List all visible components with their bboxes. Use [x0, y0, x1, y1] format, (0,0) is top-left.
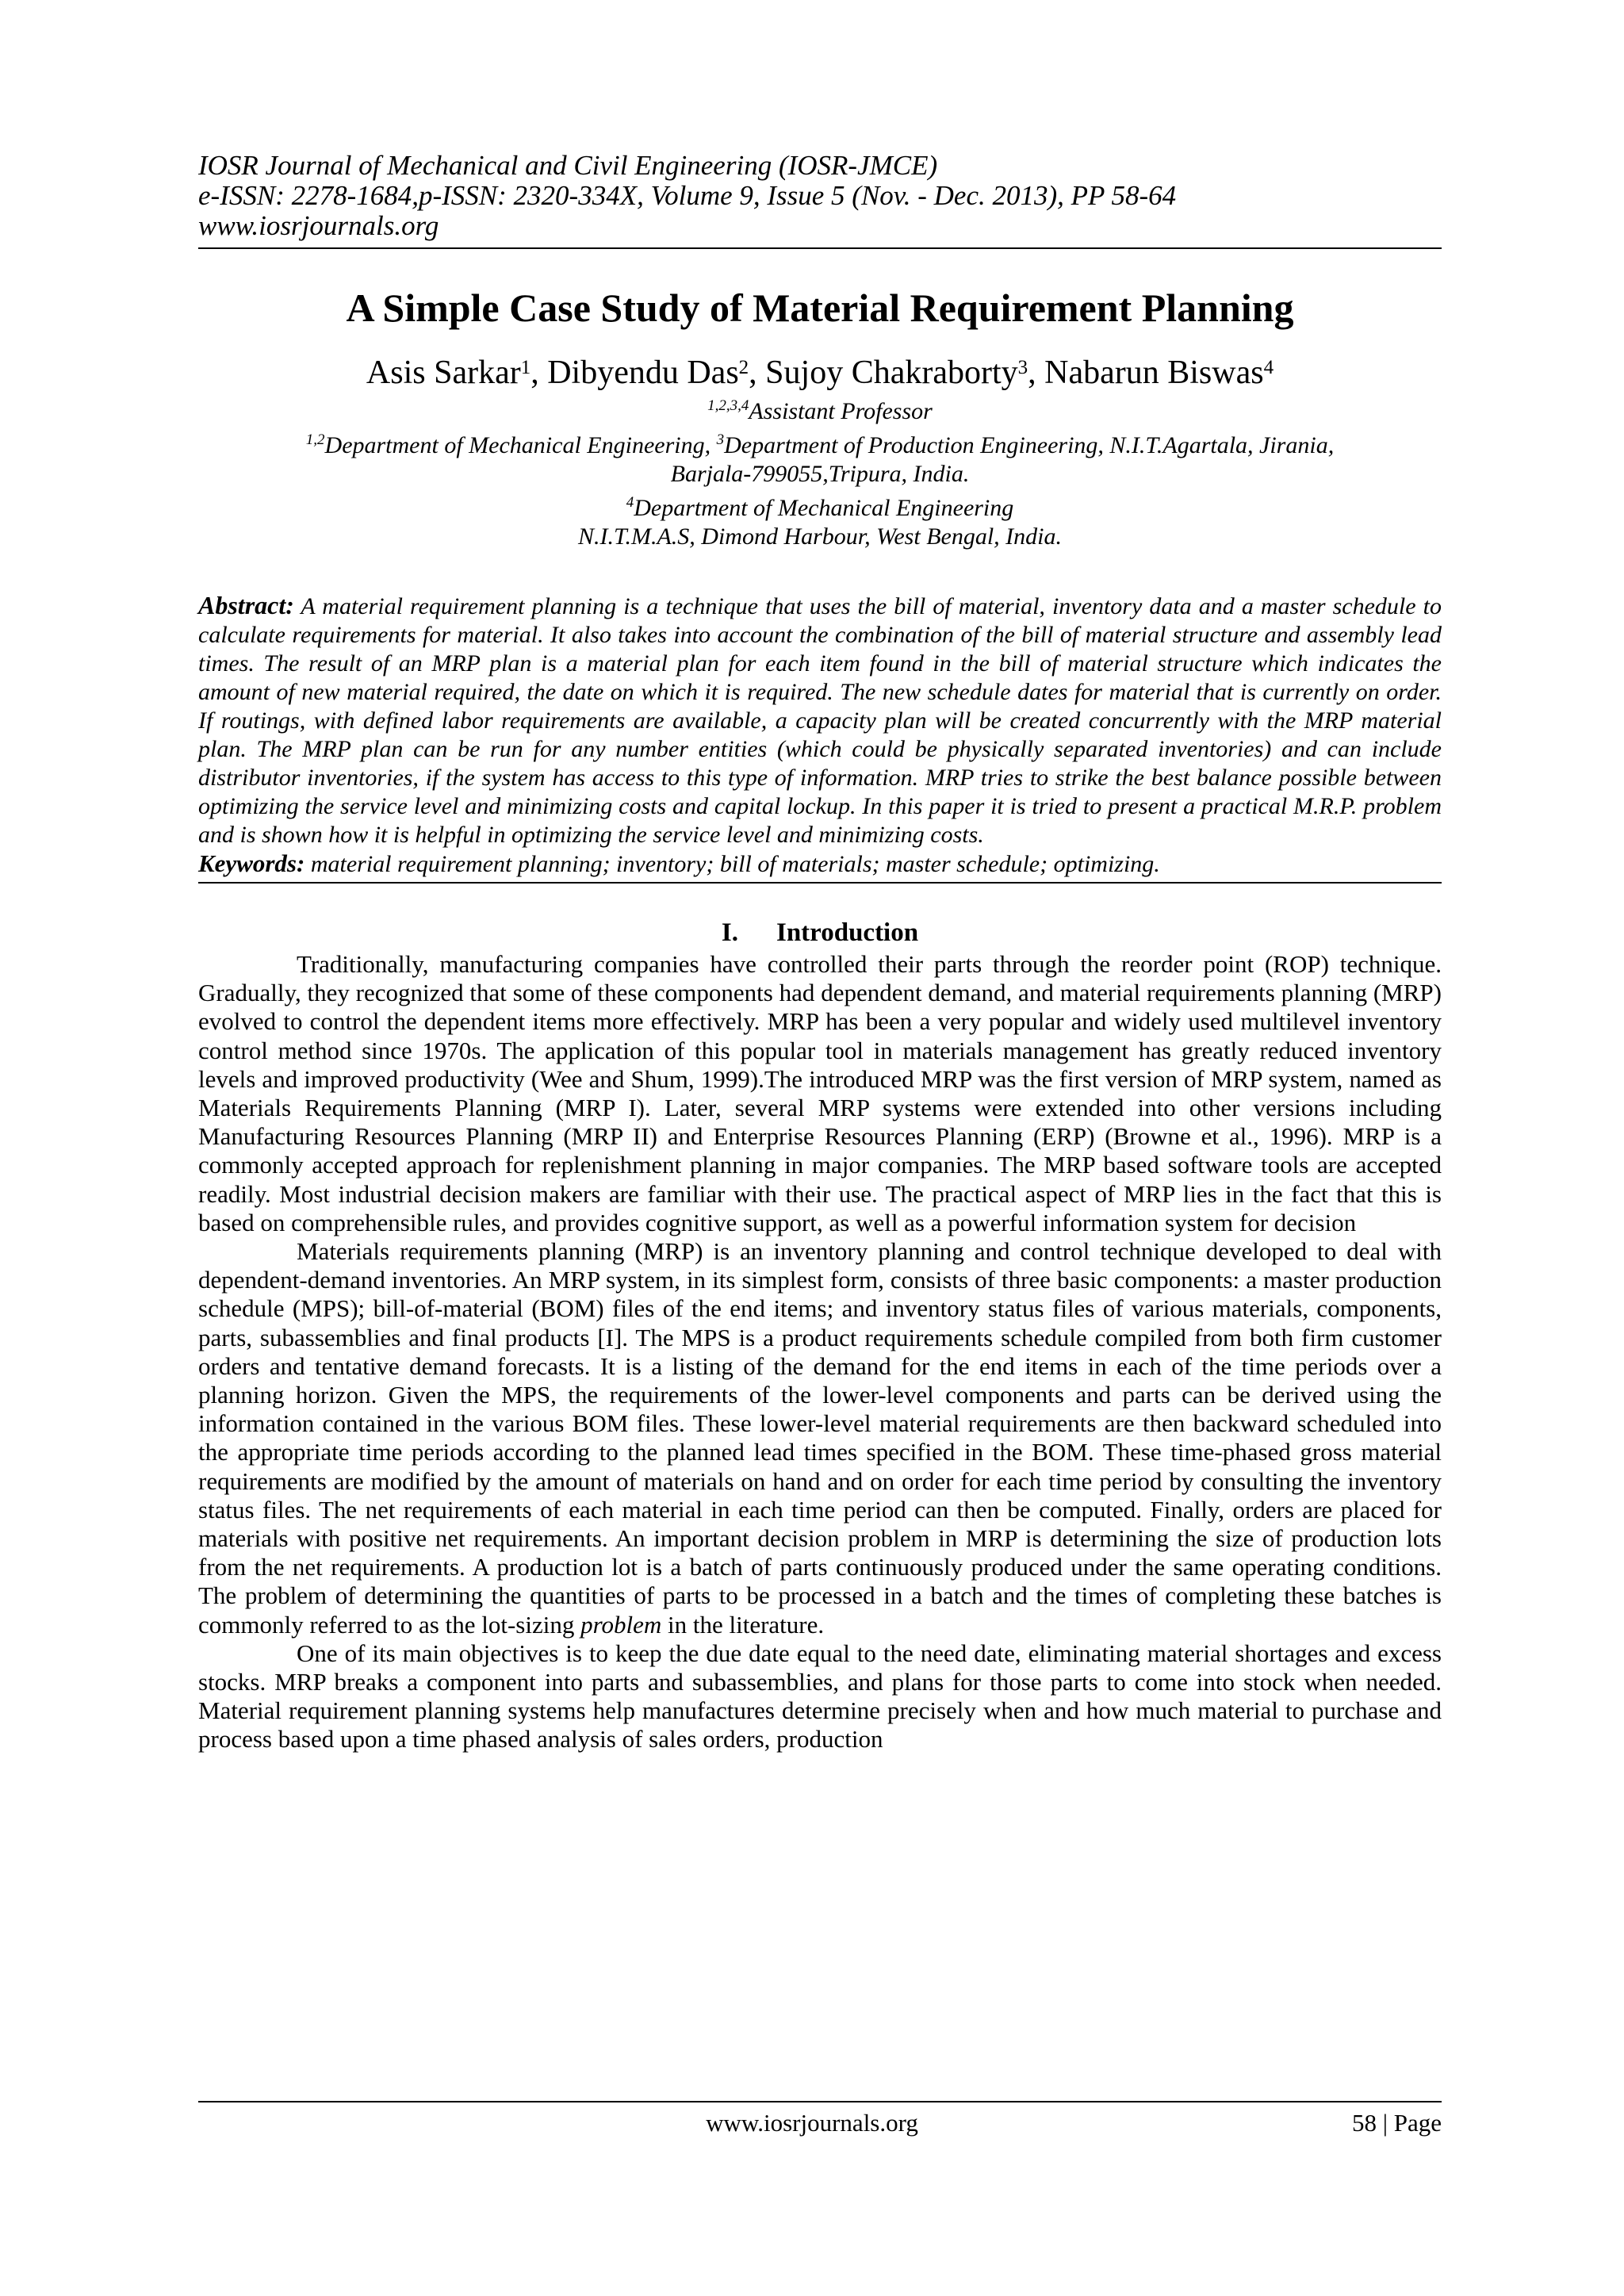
header-divider [198, 247, 1442, 249]
affiliations [198, 392, 1442, 551]
journal-header [198, 151, 1442, 241]
section-number: I. [721, 918, 738, 947]
affiliation-address: N.I.T.M.A.S, Dimond Harbour, West Bengal, India. [578, 523, 1062, 550]
author-sup: 3 [1017, 357, 1028, 378]
keywords [198, 849, 1442, 879]
journal-name: IOSR Journal of Mechanical and Civil Engineering (IOSR-JMCE) [198, 150, 938, 181]
author-sup: 1 [520, 357, 531, 378]
footer-divider [198, 2101, 1442, 2102]
author-name: Dibyendu Das [547, 355, 739, 391]
affiliation-line: $^{1,2}$Department of Mechanical Engineering, $^3$Department of Production Engineering, N.I.T.Agartala, Jirania, [305, 431, 1335, 458]
affiliation-line: $^4$Department of Mechanical Engineering [626, 494, 1014, 521]
section-heading [198, 917, 1442, 949]
page-number: 58 | Page [1352, 2109, 1442, 2137]
keywords-label: Keywords: [198, 849, 305, 877]
paragraph: One of its main objectives is to keep the due date equal to the need date, eliminating material shortages and excess stocks. MRP breaks a component into parts and subassemblies, and plans for those parts to come into stock when needed. Material requirement planning systems help manufactures determine precisely when and how much material to purchase and process based upon a time phased analysis of sales orders, production [198, 1639, 1442, 1754]
author-sup: 4 [1263, 357, 1274, 378]
journal-issn: e-ISSN: 2278-1684,p-ISSN: 2320-334X, Volume 9, Issue 5 (Nov. - Dec. 2013), PP 58-64 [198, 180, 1177, 211]
author-role: $^{1,2,3,4}$Assistant Professor [707, 397, 933, 424]
footer-url[interactable]: www.iosrjournals.org [706, 2109, 918, 2137]
paper-page [198, 151, 1442, 1754]
paper-title: A Simple Case Study of Material Requirement Planning [346, 286, 1294, 330]
journal-website[interactable]: www.iosrjournals.org [198, 210, 439, 241]
keywords-text: material requirement planning; inventory; bill of materials; master schedule; optimizing. [310, 851, 1160, 877]
author-name: Nabarun Biswas [1044, 355, 1264, 391]
abstract-label: Abstract: [198, 591, 294, 619]
author-sup: 2 [738, 357, 749, 378]
affiliation-address: Barjala-799055,Tripura, India. [670, 461, 970, 487]
paragraph: Traditionally, manufacturing companies have controlled their parts through the reorder point (ROP) technique. Gradually, they recognized that some of these components had dependent demand, and material requirements planning (MRP) evolved to control the dependent items more effectively. MRP has been a very popular and widely used multilevel inventory control method since 1970s. The application of this popular tool in materials management has greatly reduced inventory levels and improved productivity (Wee and Shum, 1999).The introduced MRP was the first version of MRP system, named as Materials Requirements Planning (MRP I). Later, several MRP systems were extended into other versions including Manufacturing Resources Planning (MRP II) and Enterprise Resources Planning (ERP) (Browne et al., 1996). MRP is a commonly accepted approach for replenishment planning in major companies. The MRP based software tools are accepted readily. Most industrial decision makers are familiar with their use. The practical aspect of MRP lies in the fact that this is based on comprehensible rules, and provides cognitive support, as well as a powerful information system for decision [198, 950, 1442, 1236]
author-name: Asis Sarkar [366, 355, 521, 391]
author-list: Asis Sarkar$^1$, Dibyendu Das$^2$, Sujoy Chakraborty$^3$, Nabarun Biswas$^4$ [366, 355, 1274, 391]
abstract-text: A material requirement planning is a technique that uses the bill of material, inventory data and a master schedule to calculate requirements for material. It also takes into account the combination of the bill of material structure and assembly lead times. The result of an MRP plan is a material plan for each item found in the bill of material structure which indicates the amount of new material required, the date on which it is required. The new schedule dates for material that is currently on order. If routings, with defined labor requirements are available, a capacity plan will be created concurrently with the MRP material plan. The MRP plan can be run for any number entities (which could be physically separated inventories) and can include distributor inventories, if the system has access to this type of information. MRP tries to strike the best balance possible between optimizing the service level and minimizing costs and capital lockup. In this paper it is tried to present a practical M.R.P. problem and is shown how it is helpful in optimizing the service level and minimizing costs. [198, 593, 1442, 848]
paragraph: Materials requirements planning (MRP) is an inventory planning and control technique developed to deal with dependent-demand inventories. An MRP system, in its simplest form, consists of three basic components: a master production schedule (MPS); bill-of-material (BOM) files of the end items; and inventory status files of various materials, components, parts, subassemblies and final products [I]. The MPS is a product requirements schedule compiled from both firm customer orders and tentative demand forecasts. It is a listing of the demand for the end items in each of the time periods over a planning horizon. Given the MPS, the requirements of the lower-level components and parts can be derived using the information contained in the various BOM files. These lower-level material requirements are then backward scheduled into the appropriate time periods according to the planned lead times specified in the BOM. These time-phased gross material requirements are modified by the amount of materials on hand and on order for each time period by consulting the inventory status files. The net requirements of each material in each time period can then be computed. Finally, orders are placed for materials with positive net requirements. An important decision problem in MRP is determining the size of production lots from the net requirements. A production lot is a batch of parts continuously produced under the same operating conditions. The problem of determining the quantities of parts to be processed in a batch and the times of completing these batches is commonly referred to as the lot-sizing problem in the literature. [198, 1237, 1442, 1639]
abstract [198, 591, 1442, 849]
body-text [198, 950, 1442, 1754]
section-title: Introduction [776, 918, 919, 947]
abstract-divider [198, 882, 1442, 884]
author-name: Sujoy Chakraborty [765, 355, 1018, 391]
